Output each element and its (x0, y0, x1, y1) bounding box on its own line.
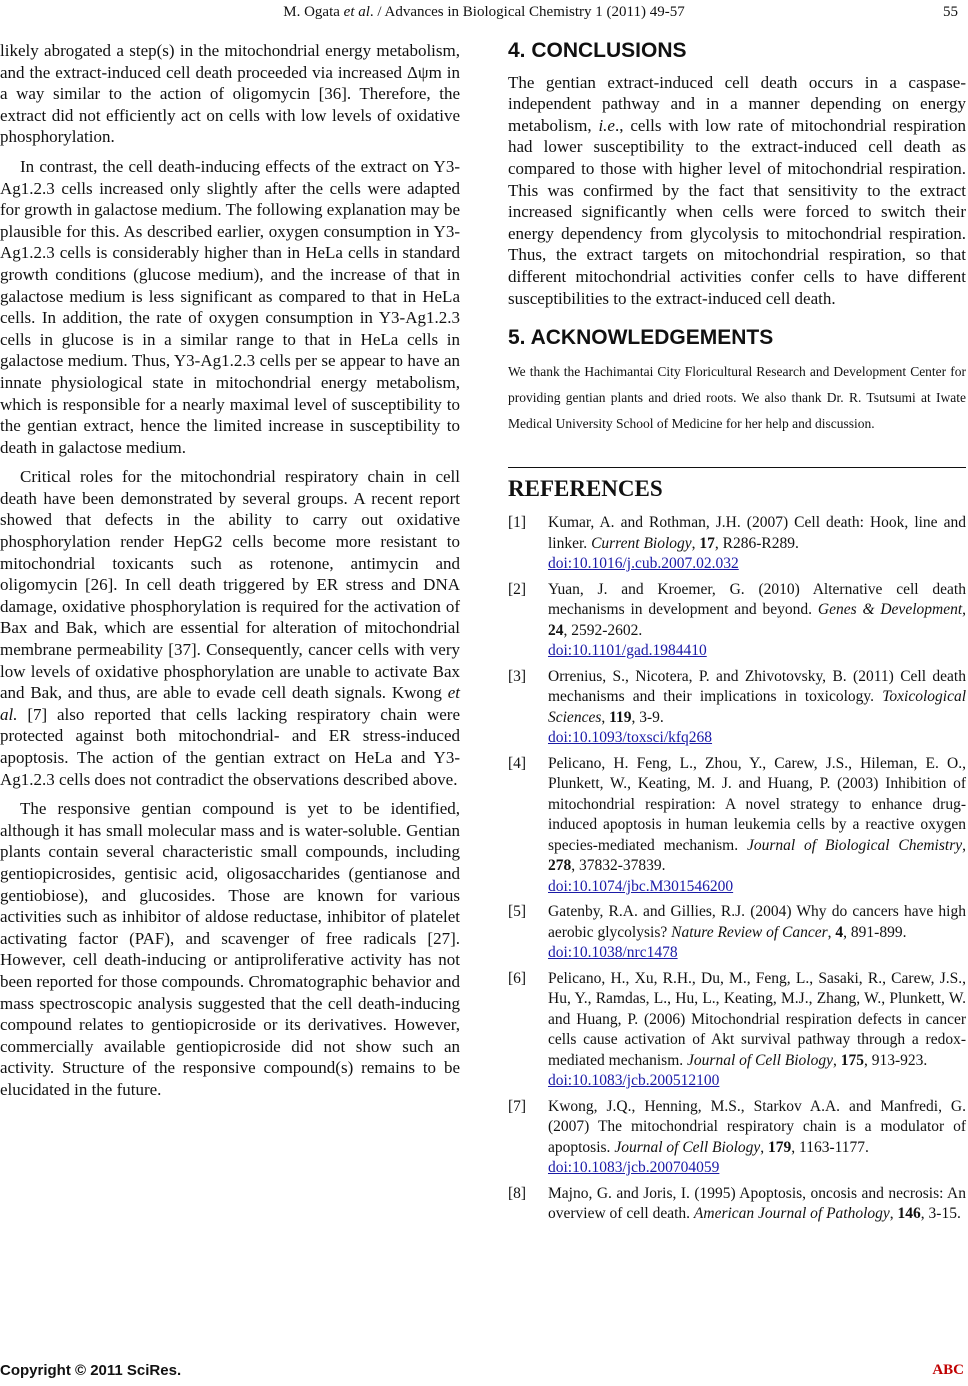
reference-pages: , 3-9. (631, 708, 664, 726)
section-divider (508, 467, 966, 468)
reference-journal: Journal of Biological Chemistry (746, 836, 963, 854)
paragraph-4: The responsive gentian compound is yet to be identified, although it has small molecular mass and is water-soluble. Gentian plants contain several characteristic small compounds, including gentiopicrosides, gentisic acid, oligosaccharides (gentianose and gentiobiose), and glucosides. Those are known for various activities such as inhibitor of aldose reductase, inhibitor of platelet activating factor (PAF), and scavenger of free radicals [27]. However, cell death-inducing or antiproliferative activity has not been reported for those compounds. Chromatographic behavior and mass spectroscopic analysis suggested that the cell death-inducing compound relates to gentiopicroside or its derivatives. However, commercially available gentiopicroside did not show such an activity. Structure of the responsive compound(s) remains to be elucidated in the future. (0, 799, 460, 1099)
conclusions-text (508, 72, 966, 310)
reference-volume: 179 (768, 1138, 792, 1156)
paragraph-3 (0, 466, 460, 790)
reference-sep: , (832, 1051, 841, 1069)
copyright-text: Copyright © 2011 SciRes. (0, 1362, 182, 1379)
reference-number: [5] (508, 903, 527, 921)
reference-text: Pelicano, H. Feng, L., Zhou, Y., Carew, J.S., Hileman, E. O., Plunkett, W., Keating, M. J. and Huang, P. (2003) Inhibition of mitochondrial respiration: A novel strategy to enhance drug-induced apoptosis in human leukemia cells by a reactive oxygen species-mediated mechanism. (548, 754, 966, 854)
reference-pages: , 37832-37839. (571, 857, 666, 875)
reference-text: Kumar, A. and Rothman, J.H. (2007) Cell death: Hook, line and linker. (548, 514, 966, 552)
reference-volume: 119 (609, 708, 632, 726)
reference-text: Gatenby, R.A. and Gillies, R.J. (2004) Why do cancers have high aerobic glycolysis? (548, 903, 966, 941)
reference-journal: Toxicological Sciences (548, 688, 966, 726)
reference-number: [1] (508, 514, 527, 532)
paragraph-2: In contrast, the cell death-inducing effects of the extract on Y3-Ag1.2.3 cells increased only slightly after the cells were adapted for growth in galactose medium. The following explanation may be plausible for this. As described earlier, oxygen consumption in Y3-Ag1.2.3 cells is considerably higher than in HeLa cells in standard growth conditions (glucose medium), and the increase of that in galactose medium is less significant as compared to that in HeLa cells. In addition, the rate of oxygen consumption in Y3-Ag1.2.3 cells in glucose is in a similar range to that in HeLa cells in galactose medium. Thus, Y3-Ag1.2.3 cells per se appear to have an innate physiological state in mitochondrial energy metabolism, which is responsible for a nearly maximal level of susceptibility to the gentian extract, hence the limited increase in susceptibility to death in galactose medium. (0, 156, 460, 457)
reference-sep: , (760, 1138, 769, 1156)
running-head-authors: M. Ogata (283, 4, 340, 20)
reference-text: Yuan, J. and Kroemer, G. (2010) Alternative cell death mechanisms in development and beyond. (548, 580, 966, 619)
reference-sep: , (827, 923, 836, 941)
reference-item (508, 969, 966, 1092)
reference-journal: Nature Review of Cancer (671, 923, 828, 941)
conclusions-ie: i.e (598, 115, 615, 135)
reference-number: [7] (508, 1097, 527, 1115)
reference-item (508, 754, 966, 898)
reference-text: Majno, G. and Joris, I. (1995) Apoptosis, oncosis and necrosis: An overview of cell death. (548, 1184, 966, 1223)
reference-journal: American Journal of Pathology (693, 1205, 890, 1223)
reference-journal: Journal of Cell Biology (614, 1138, 761, 1156)
right-column (508, 40, 966, 1230)
reference-sep: , (962, 836, 966, 854)
reference-text: Kwong, J.Q., Henning, M.S., Starkov A.A. and Manfredi, G. (2007) The mitochondrial respiratory chain is a modulator of apoptosis. (548, 1097, 966, 1156)
reference-pages: , R286-R289. (714, 534, 799, 552)
running-head-et-al: et al (343, 4, 370, 20)
reference-sep: , (691, 534, 700, 552)
reference-pages: , 3-15. (920, 1205, 961, 1223)
doi-link[interactable]: doi:10.1038/nrc1478 (548, 944, 678, 962)
reference-pages: , 913-923. (863, 1051, 928, 1069)
conclusions-text-part-b: ., cells with low rate of mitochondrial respiration had lower susceptibility to the extract-induced cell death as compared to those with higher level of mitochondrial respiration. This was confirmed by the fact that sensitivity to the extract increased significantly when cells were forced to switch their energy dependency from glycolysis to mitochondrial respiration. Thus, the extract targets on mitochondrial respiration, so that different mitochondrial activities confer cells to have different susceptibilities to the extract-induced cell death. (508, 115, 967, 308)
reference-pages: , 2592-2602. (563, 621, 643, 639)
doi-link[interactable]: doi:10.1083/jcb.200512100 (548, 1072, 720, 1090)
acknowledgements-heading: 5. ACKNOWLEDGEMENTS (508, 326, 774, 350)
doi-link[interactable]: doi:10.1016/j.cub.2007.02.032 (548, 555, 739, 573)
reference-item (508, 513, 966, 575)
doi-link[interactable]: doi:10.1101/gad.1984410 (548, 642, 707, 660)
reference-item (508, 667, 966, 749)
journal-abbrev: ABC (932, 1362, 964, 1378)
acknowledgements-text: We thank the Hachimantai City Floricultural Research and Development Center for providing gentian plants and dried roots. We also thank Dr. R. Tsutsumi at Iwate Medical University School of Medicine for her help and discussion. (508, 363, 966, 431)
doi-link[interactable]: doi:10.1093/toxsci/kfq268 (548, 729, 713, 747)
paragraph-3-et-al: et al. (0, 683, 460, 724)
reference-journal: Journal of Cell Biology (687, 1051, 833, 1069)
doi-link[interactable]: doi:10.1083/jcb.200704059 (548, 1159, 720, 1177)
reference-volume: 17 (699, 534, 715, 552)
reference-volume: 24 (548, 621, 564, 639)
reference-volume: 4 (835, 923, 844, 941)
paragraph-3-part-a: Critical roles for the mitochondrial respiratory chain in cell death have been demonstrated by several groups. A recent report showed that defects in the ability to carry out oxidative phosphorylation render HepG2 cells become more resistant to mitochondrial toxicants such as rotenone, antimycin and oligomycin [26]. In cell death triggered by ER stress and DNA damage, oxidative phosphorylation is required for the activation of Bax and Bak, which are essential for alteration of mitochondrial membrane permeability [37]. Consequently, cancer cells with very low levels of oxidative phosphorylation are unable to activate Bax and Bak, and thus, are able to evade cell death signals. Kwong (0, 467, 460, 703)
running-head (0, 2, 968, 24)
reference-list (508, 513, 966, 1225)
reference-journal: Current Biology (591, 534, 692, 552)
left-column (0, 40, 460, 1101)
reference-sep: , (889, 1205, 898, 1223)
reference-sep: , (601, 708, 610, 726)
references-heading: REFERENCES (508, 475, 663, 501)
reference-item (508, 580, 966, 662)
reference-item (508, 902, 966, 964)
doi-link[interactable]: doi:10.1074/jbc.M301546200 (548, 877, 734, 895)
reference-pages: , 1163-1177. (791, 1138, 869, 1156)
reference-volume: 278 (548, 857, 572, 875)
reference-item (508, 1097, 966, 1179)
reference-text: Orrenius, S., Nicotera, P. and Zhivotovsky, B. (2011) Cell death mechanisms and their implications in toxicology. (548, 667, 966, 706)
reference-journal: Genes & Development (817, 601, 963, 619)
conclusions-text-part-a: The gentian extract-induced cell death occurs in a caspase-independent pathway and in a manner depending on energy metabolism, (508, 72, 966, 135)
reference-number: [3] (508, 667, 527, 685)
reference-volume: 175 (840, 1051, 864, 1069)
running-head-journal: . / Advances in Biological Chemistry 1 (2011) 49-57 (369, 4, 685, 20)
reference-number: [2] (508, 580, 527, 598)
reference-text: Pelicano, H., Xu, R.H., Du, M., Feng, L., Sasaki, R., Carew, J.S., Hu, Y., Ramdas, L., Hu, L., Keating, M.J., Zhang, W., Plunkett, W. and Huang, P. (2006) Mitochondrial respiration defects in cancer cells cause activation of Akt survival pathway through a redox-mediated mechanism. (548, 969, 966, 1069)
reference-item (508, 1184, 966, 1225)
reference-sep: , (962, 601, 967, 619)
footer (0, 1362, 968, 1384)
reference-number: [4] (508, 754, 527, 772)
paragraph-3-part-b: [7] also reported that cells lacking respiratory chain were protected against both mitochondrial- and ER stress-induced apoptosis. The action of the gentian extract on HeLa and Y3-Ag1.2.3 cells does not contradict the observations described above. (0, 704, 460, 789)
reference-pages: , 891-899. (843, 923, 907, 941)
reference-number: [6] (508, 969, 527, 987)
running-head-title (0, 2, 968, 22)
page-number: 55 (943, 4, 958, 20)
conclusions-heading: 4. CONCLUSIONS (508, 39, 687, 62)
reference-volume: 146 (897, 1205, 921, 1223)
reference-number: [8] (508, 1184, 527, 1202)
paragraph-1: likely abrogated a step(s) in the mitochondrial energy metabolism, and the extract-induced cell death proceeded via increased Δψm in a way similar to the action of oligomycin [36]. Therefore, the extract did not efficiently act on cells with low levels of oxidative phosphorylation. (0, 41, 460, 147)
